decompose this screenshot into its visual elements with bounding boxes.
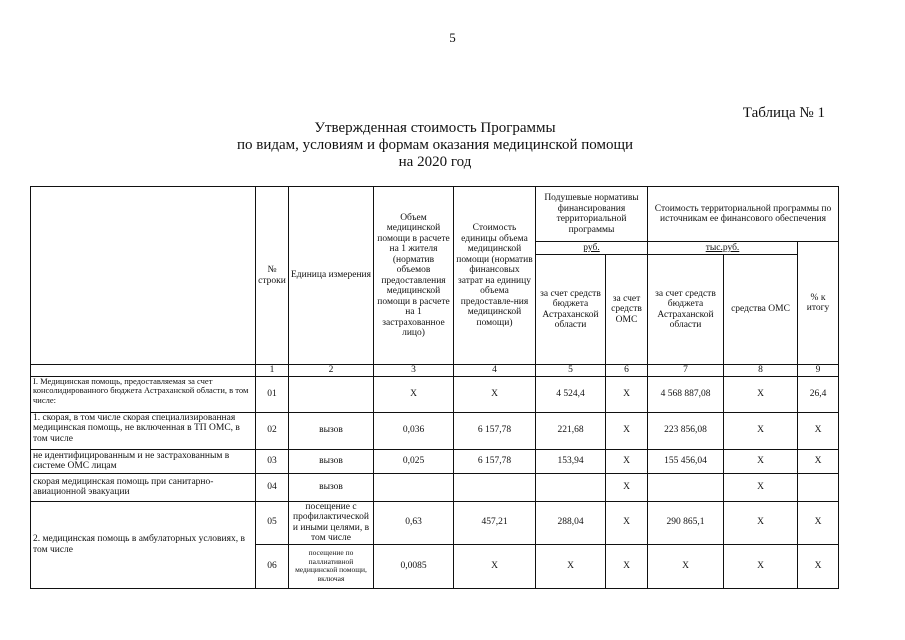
row-unit-cost: X [454,376,536,412]
row-pc-budget: 4 524,4 [536,376,606,412]
row-pct [798,473,839,501]
header-thous-rub [648,242,798,255]
column-number: 5 [536,365,606,377]
row-pc-oms: X [606,412,648,449]
row-name: 2. медицинская помощь в амбулаторных условиях, в том числе [31,501,256,588]
row-t-oms: X [724,473,798,501]
row-volume: 0,025 [374,449,454,473]
row-pc-budget: 153,94 [536,449,606,473]
row-pc-oms: X [606,473,648,501]
row-number: 01 [256,376,289,412]
row-name: скорая медицинская помощь при санитарно-авиационной эвакуации [31,473,256,501]
row-pct: X [798,501,839,544]
header-unit-cost: Стоимость единицы объема медицинской помощи (норматив финансовых затрат на единицу объема предоставле-ния медицинской помощи) [454,187,536,365]
row-number: 04 [256,473,289,501]
row-pc-budget [536,473,606,501]
header-budget-2: за счет средств бюджета Астраханской области [648,255,724,365]
row-name: I. Медицинская помощь, предоставляемая за счет консолидированного бюджета Астраханской области, в том числе: [31,376,256,412]
column-number: 1 [256,365,289,377]
row-t-budget: X [648,544,724,588]
page-number: 5 [449,30,456,45]
row-unit [289,376,374,412]
row-pct: X [798,449,839,473]
row-unit-cost: 457,21 [454,501,536,544]
row-volume: 0,63 [374,501,454,544]
row-unit-cost: X [454,544,536,588]
row-pc-budget: 221,68 [536,412,606,449]
row-t-oms: X [724,376,798,412]
table-row [31,412,839,449]
cost-table [30,186,839,589]
row-unit: вызов [289,412,374,449]
row-volume: 0,036 [374,412,454,449]
row-t-oms: X [724,544,798,588]
column-number-row [31,365,839,377]
column-number: 8 [724,365,798,377]
column-number: 6 [606,365,648,377]
row-pct: 26,4 [798,376,839,412]
header-row-no: № строки [256,187,289,365]
column-number: 4 [454,365,536,377]
row-unit-cost: 6 157,78 [454,449,536,473]
column-number: 3 [374,365,454,377]
table-label: Таблица № 1 [742,105,825,121]
row-pc-budget: X [536,544,606,588]
table-row [31,376,839,412]
column-number: 7 [648,365,724,377]
header-rub [536,242,648,255]
document-title [160,120,710,171]
row-number: 02 [256,412,289,449]
row-unit: посещение с профилактической и иными целями, в том числе [289,501,374,544]
row-unit-cost [454,473,536,501]
header-oms: за счет средств ОМС [606,255,648,365]
title-line-3: на 2020 год [398,154,472,170]
row-pct: X [798,544,839,588]
header-budget: за счет средств бюджета Астраханской области [536,255,606,365]
row-t-budget: 155 456,04 [648,449,724,473]
title-line-2: по видам, условиям и формам оказания медицинской помощи [236,137,634,153]
row-t-budget: 4 568 887,08 [648,376,724,412]
row-t-budget: 290 865,1 [648,501,724,544]
row-unit: вызов [289,449,374,473]
row-pc-oms: X [606,449,648,473]
row-t-oms: X [724,501,798,544]
row-pc-budget: 288,04 [536,501,606,544]
row-number: 03 [256,449,289,473]
row-t-budget [648,473,724,501]
header-volume: Объем медицинской помощи в расчете на 1 жителя (норматив объемов предоставления медицинской помощи в расчете на 1 застрахованное лицо) [374,187,454,365]
column-number-empty [31,365,256,377]
header-pct: % к итогу [798,242,839,365]
row-name: не идентифицированным и не застрахованным в системе ОМС лицам [31,449,256,473]
row-number: 06 [256,544,289,588]
row-pc-oms: X [606,544,648,588]
header-rub-text: руб. [583,242,600,253]
row-number: 05 [256,501,289,544]
header-unit: Единица измерения [289,187,374,365]
header-territorial: Стоимость территориальной программы по источникам ее финансового обеспечения [648,187,839,242]
header-oms-2: средства ОМС [724,255,798,365]
row-name: 1. скорая, в том числе скорая специализированная медицинская помощь, не включенная в ТП ОМС, в том числе [31,412,256,449]
table-row [31,449,839,473]
row-t-budget: 223 856,08 [648,412,724,449]
header-per-capita: Подушевые нормативы финансирования территориальной программы [536,187,648,242]
row-unit: посещение по паллиативной медицинской помощи, включая [289,544,374,588]
row-volume: 0,0085 [374,544,454,588]
column-number: 9 [798,365,839,377]
column-number: 2 [289,365,374,377]
row-unit-cost: 6 157,78 [454,412,536,449]
row-volume: X [374,376,454,412]
row-pct: X [798,412,839,449]
row-unit: вызов [289,473,374,501]
header-thous-rub-text: тыс.руб. [705,242,740,253]
row-pc-oms: X [606,376,648,412]
row-t-oms: X [724,412,798,449]
row-volume [374,473,454,501]
title-line-1: Утвержденная стоимость Программы [314,120,556,136]
row-pc-oms: X [606,501,648,544]
header-name-cell [31,187,256,365]
table-row [31,473,839,501]
row-t-oms: X [724,449,798,473]
table-row [31,501,839,544]
